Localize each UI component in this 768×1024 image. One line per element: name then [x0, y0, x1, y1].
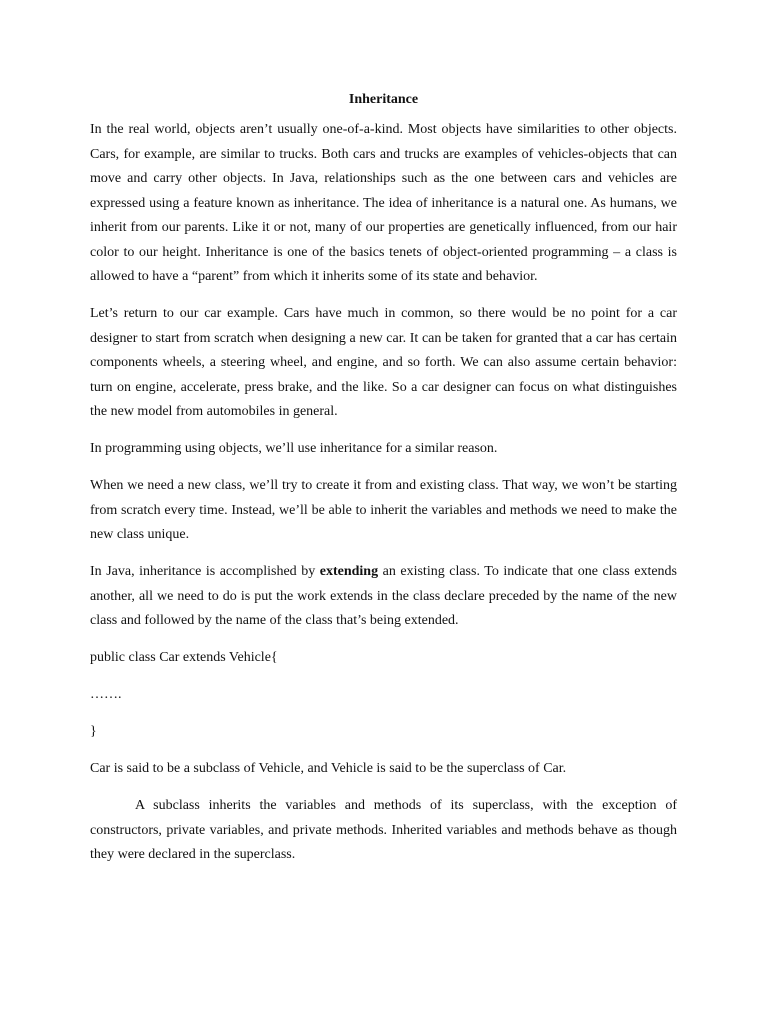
paragraph-extending: [90, 560, 677, 634]
extending-keyword: extending: [319, 564, 379, 579]
paragraph-intro: In the real world, objects aren’t usually one-of-a-kind. Most objects have similarities to other objects. Cars, for example, are similar to trucks. Both cars and trucks are examples of vehicles-objects that can move and carry other objects. In Java, relationships such as the one between cars and vehicles are expressed using a feature known as inheritance. The idea of inheritance is a natural one. As humans, we inherit from our parents. Like it or not, many of our properties are genetically influenced, from our hair color to our height. Inheritance is one of the basics tenets of object-oriented programming – a class is allowed to have a “parent” from which it inherits some of its state and behavior.: [90, 122, 677, 284]
code-line-declaration: public class Car extends Vehicle{: [90, 650, 278, 665]
paragraph-new-class: When we need a new class, we’ll try to create it from and existing class. That way, we won’t be starting from scratch every time. Instead, we’ll be able to inherit the variables and methods we need to make the new class unique.: [90, 478, 677, 542]
paragraph-subclass-definition: Car is said to be a subclass of Vehicle, and Vehicle is said to be the superclass of Car.: [90, 761, 567, 776]
paragraph-car-example: Let’s return to our car example. Cars have much in common, so there would be no point for a car designer to start from scratch when designing a new car. It can be taken for granted that a car has certain components wheels, a steering wheel, and engine, and so forth. We can also assume certain behavior: turn on engine, accelerate, press brake, and the like. So a car designer can focus on what distinguishes the new model from automobiles in general.: [90, 306, 677, 419]
code-line-ellipsis: …….: [90, 687, 122, 702]
paragraph-programming: In programming using objects, we’ll use inheritance for a similar reason.: [90, 441, 498, 456]
paragraph-subclass-inherits: A subclass inherits the variables and methods of its superclass, with the exception of constructors, private variables, and private methods. Inherited variables and methods behave as though they were declared in the superclass.: [90, 798, 677, 862]
code-line-closing-brace: }: [90, 724, 97, 739]
document-page: [90, 88, 677, 880]
extending-text-before: In Java, inheritance is accomplished by: [90, 564, 320, 579]
document-title: Inheritance: [348, 92, 419, 107]
extending-text-after: an existing class. To indicate that one class extends another, all we need to do is put the work extends in the class declare preceded by the name of the new class and followed by the name of the class that’s being extended.: [90, 564, 677, 628]
